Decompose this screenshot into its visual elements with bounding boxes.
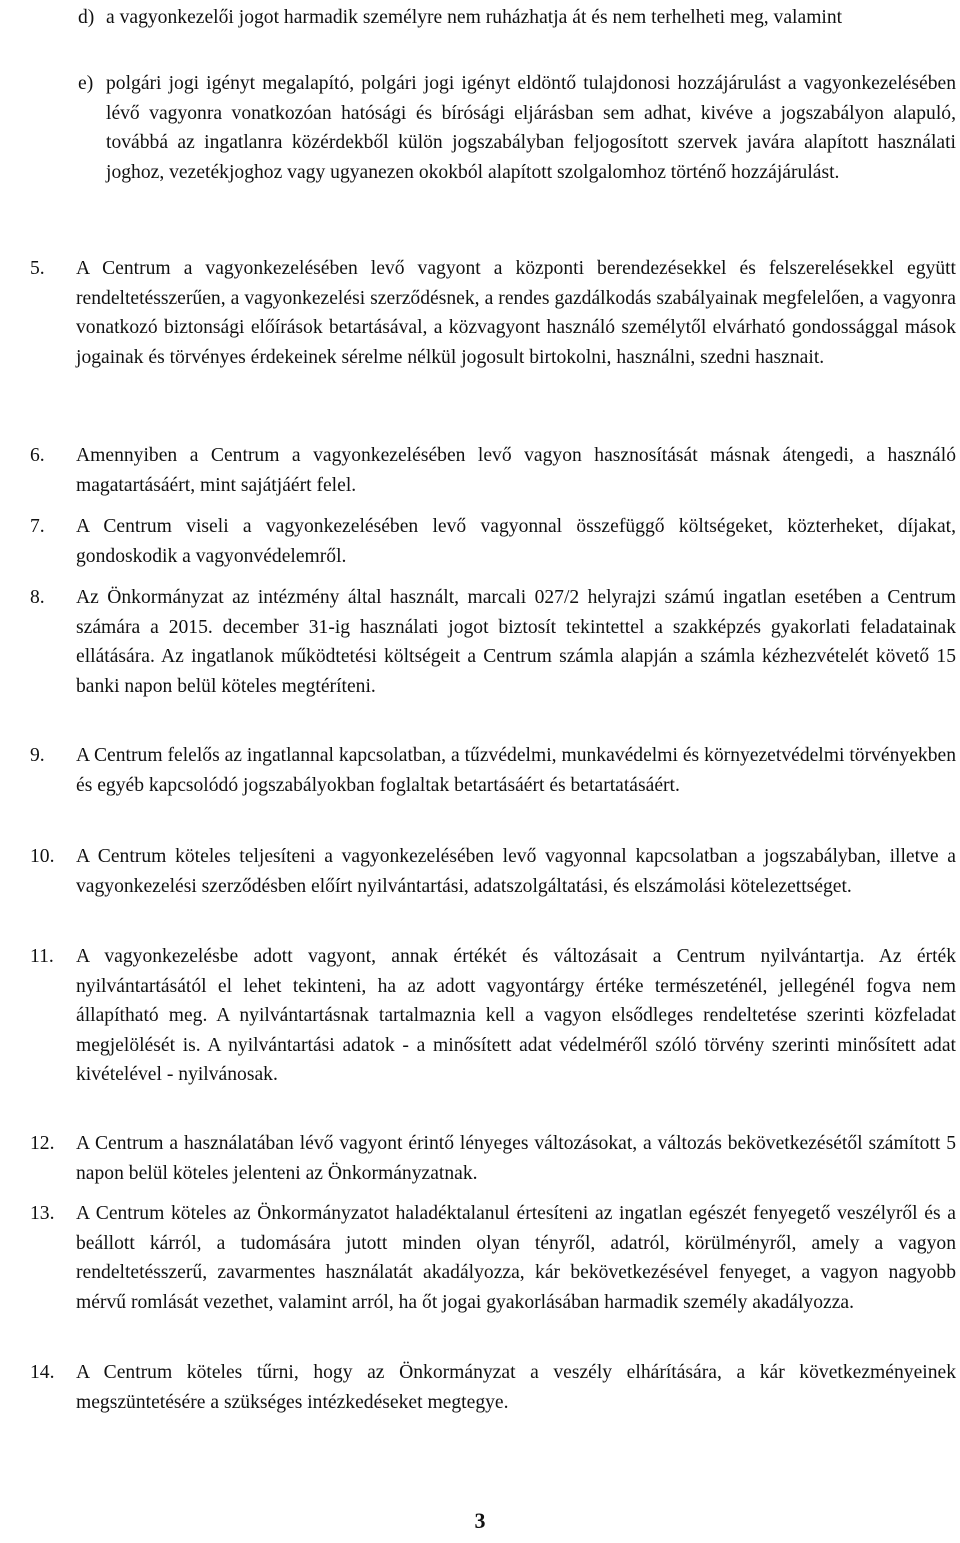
paragraph-text: A Centrum köteles tűrni, hogy az Önkormányzat a veszély elhárítására, a kár következményeinek megszüntetésére a szükséges intézkedéseket megtegye. <box>76 1362 956 1413</box>
paragraph-text: A vagyonkezelésbe adott vagyont, annak értékét és változásait a Centrum nyilvántartja. Az érték nyilvántartásától el lehet tekinteni, ha az adott vagyontárgy értéke természeténél, jellegénél fogva nem állapítható meg. A nyilvántartásnak tartalmaznia kell a vagyon elsődleges rendeltetése szerinti közfeladat megjelölését is. A nyilvántartási adatok - a minősített adat védelméről szóló törvény szerinti minősített adat kivételével - nyilvánosak. <box>76 946 956 1086</box>
paragraph-text: Amennyiben a Centrum a vagyonkezelésében levő vagyon hasznosítását másnak átengedi, a használó magatartásáért, mint sajátjáért felel. <box>76 445 956 496</box>
paragraph-9 <box>30 741 956 800</box>
paragraph-10 <box>30 842 956 901</box>
paragraph-text: A Centrum a használatában lévő vagyont érintő lényeges változásokat, a változás bekövetkezésétől számított 5 napon belül köteles jelenteni az Önkormányzatnak. <box>76 1133 956 1184</box>
paragraph-6 <box>30 441 956 500</box>
sub-item-label: e) <box>78 73 94 94</box>
paragraph-number: 9. <box>30 745 45 766</box>
paragraph-number: 7. <box>30 516 45 537</box>
sub-item-text: a vagyonkezelői jogot harmadik személyre nem ruházhatja át és nem terhelheti meg, valamint <box>106 7 843 28</box>
paragraph-8 <box>30 583 956 701</box>
sub-item-label: d) <box>78 7 95 28</box>
paragraph-13 <box>30 1199 956 1317</box>
paragraph-number: 14. <box>30 1362 55 1383</box>
paragraph-number: 10. <box>30 846 55 867</box>
paragraph-number: 11. <box>30 946 54 967</box>
sub-item-text: polgári jogi igényt megalapító, polgári jogi igényt eldöntő tulajdonosi hozzájárulást a vagyonkezelésében lévő vagyonra vonatkozóan hatósági és bírósági eljárásban sem adhat, kivéve a jogszabályon alapuló, továbbá az ingatlanra közérdekből külön jogszabályban feljogosított szervek javára alapított használati joghoz, vezetékjoghoz vagy ugyanezen okokból alapított szolgalomhoz történő hozzájárulást. <box>106 73 956 183</box>
paragraph-number: 8. <box>30 587 45 608</box>
paragraph-12 <box>30 1129 956 1188</box>
sub-item-d <box>78 3 956 33</box>
paragraph-text: A Centrum a vagyonkezelésében levő vagyont a központi berendezésekkel és felszerelésekkel együtt rendeltetésszerűen, a vagyonkezelési szerződésnek, a rendes gazdálkodás szabályainak megfelelően, a vagyonra vonatkozó biztonsági előírások betartásával, a közvagyont használó személytől elvárható gondossággal mások jogainak és törvényes érdekeinek sérelme nélkül jogosult birtokolni, használni, szedni hasznait. <box>76 258 956 368</box>
paragraph-text: A Centrum felelős az ingatlannal kapcsolatban, a tűzvédelmi, munkavédelmi és környezetvédelmi törvényekben és egyéb kapcsolódó jogszabályokban foglaltak betartásáért és betartatásáért. <box>76 745 956 796</box>
paragraph-14 <box>30 1358 956 1417</box>
sub-item-e <box>78 69 956 187</box>
paragraph-5 <box>30 254 956 372</box>
paragraph-text: Az Önkormányzat az intézmény által használt, marcali 027/2 helyrajzi számú ingatlan esetében a Centrum számára a 2015. december 31-ig használati jogot biztosít tekintettel a szakképzés gyakorlati feladatainak ellátására. Az ingatlanok működtetési költségeit a Centrum számla alapján a számla kézhezvételét követő 15 banki napon belül köteles megtéríteni. <box>76 587 956 697</box>
paragraph-text: A Centrum köteles az Önkormányzatot haladéktalanul értesíteni az ingatlan egészét fenyegető veszélyről és a beállott kárról, a tudomására jutott minden olyan tényről, adatról, körülményről, amely a vagyon rendeltetésszerű, zavarmentes használatát akadályozza, kár bekövetkezésével fenyeget, a vagyon nagyobb mérvű romlását vezethet, valamint arról, ha őt jogai gyakorlásában harmadik személy akadályozza. <box>76 1203 956 1313</box>
paragraph-text: A Centrum viseli a vagyonkezelésében levő vagyonnal összefüggő költségeket, közterheket, díjakat, gondoskodik a vagyonvédelemről. <box>76 516 956 567</box>
paragraph-number: 5. <box>30 258 45 279</box>
page-number: 3 <box>474 1508 486 1533</box>
paragraph-number: 13. <box>30 1203 55 1224</box>
paragraph-11 <box>30 942 956 1090</box>
paragraph-7 <box>30 512 956 571</box>
paragraph-text: A Centrum köteles teljesíteni a vagyonkezelésében levő vagyonnal kapcsolatban a jogszabályban, illetve a vagyonkezelési szerződésben előírt nyilvántartási, adatszolgáltatási, és elszámolási kötelezettséget. <box>76 846 956 897</box>
paragraph-number: 6. <box>30 445 45 466</box>
paragraph-number: 12. <box>30 1133 55 1154</box>
